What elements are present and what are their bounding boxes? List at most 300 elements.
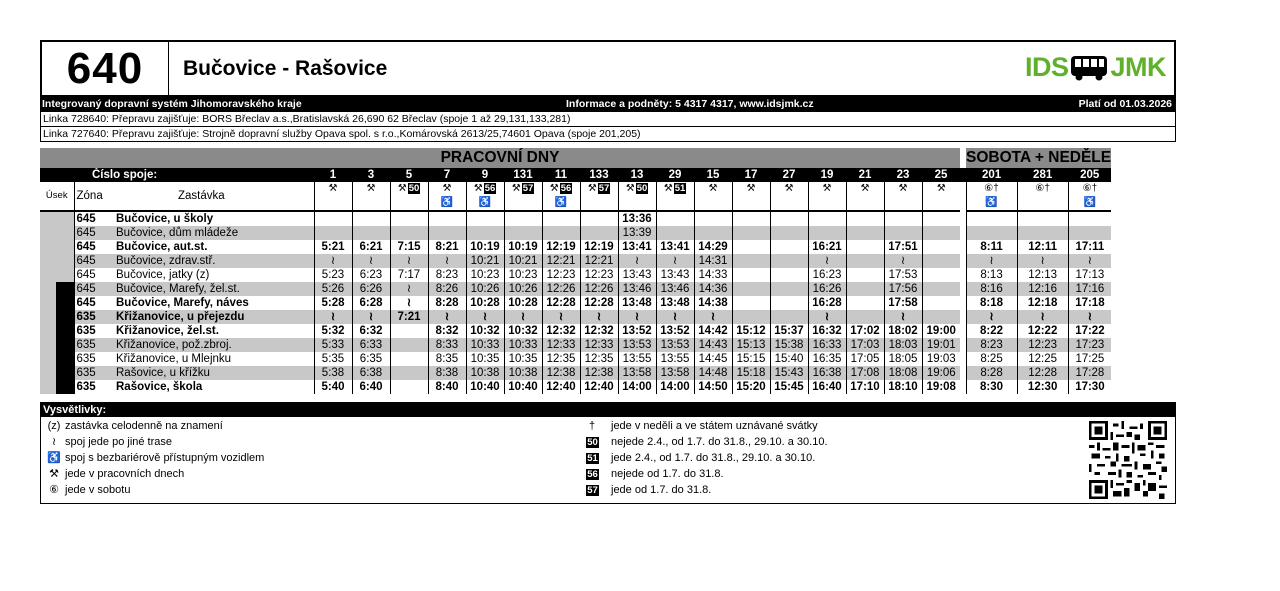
departure-time [314, 211, 352, 226]
departure-time: 14:38 [694, 296, 732, 310]
departure-time: 12:35 [580, 352, 618, 366]
departure-time: 16:21 [808, 240, 846, 254]
departure-time: 12:26 [580, 282, 618, 296]
trip-icons [966, 182, 1017, 211]
departure-time: 12:32 [542, 324, 580, 338]
stop-row [40, 338, 1111, 352]
departure-time: 14:42 [694, 324, 732, 338]
trip-note-box: 57 [598, 183, 610, 194]
wheelchair-icon: ♿ [478, 197, 492, 208]
departure-time [732, 268, 770, 282]
departure-time: 13:52 [656, 324, 694, 338]
stop-zone: 645 [74, 254, 114, 268]
departure-time [922, 268, 960, 282]
legend-symbol: ♿ [47, 452, 61, 464]
departure-time: 10:40 [466, 380, 504, 394]
departure-time: 17:28 [1068, 366, 1111, 380]
departure-time [808, 226, 846, 240]
stop-row [40, 211, 1111, 226]
stop-zone: 645 [76, 297, 96, 309]
departure-time [390, 338, 428, 352]
trip-number: 13 [618, 168, 656, 182]
departure-time: 10:35 [504, 352, 542, 366]
info-bar [40, 97, 1176, 112]
departure-time: 13:46 [618, 282, 656, 296]
usek-marker [40, 324, 74, 338]
trip-icons [846, 182, 884, 211]
stop-name: Bučovice, jatky (z) [114, 268, 314, 282]
stop-zone: 635 [76, 325, 96, 337]
trip-icons [618, 182, 656, 211]
trip-day-icon: ⚒ [860, 183, 870, 194]
trip-day-icon: ⚒ [784, 183, 794, 194]
legend-text: jede v pracovních dnech [65, 468, 185, 480]
departure-time: 12:35 [542, 352, 580, 366]
trip-icons [580, 182, 618, 211]
departure-time: ≀ [966, 254, 1017, 268]
departure-time: 13:48 [656, 296, 694, 310]
departure-time: 17:56 [884, 282, 922, 296]
departure-time: 10:23 [466, 268, 504, 282]
departure-time: ≀ [694, 310, 732, 324]
usek-marker [40, 338, 74, 352]
departure-time: 8:21 [428, 240, 466, 254]
departure-time: 19:08 [922, 380, 960, 394]
departure-time: 13:55 [618, 352, 656, 366]
trip-number: 17 [732, 168, 770, 182]
departure-time [1068, 211, 1111, 226]
departure-time [1017, 226, 1068, 240]
trip-number: 15 [694, 168, 732, 182]
legend-item [581, 483, 711, 497]
departure-time: 18:05 [884, 352, 922, 366]
departure-time [390, 211, 428, 226]
trip-note-box: 57 [522, 183, 534, 194]
departure-time: 16:28 [808, 296, 846, 310]
departure-time: 10:32 [504, 324, 542, 338]
departure-time [732, 254, 770, 268]
section-weekday: PRACOVNÍ DNY [40, 148, 960, 168]
legend-symbol: ⑥ [49, 484, 59, 496]
header [40, 40, 1176, 97]
departure-time: 8:38 [428, 366, 466, 380]
departure-time: 16:32 [808, 324, 846, 338]
departure-time: ≀ [1017, 254, 1068, 268]
departure-time [846, 254, 884, 268]
trip-number: 11 [542, 168, 580, 182]
departure-time: 6:21 [352, 240, 390, 254]
departure-time: 14:36 [694, 282, 732, 296]
departure-time: 19:01 [922, 338, 960, 352]
departure-time [846, 226, 884, 240]
trip-icons [1017, 182, 1068, 211]
departure-time: 17:13 [1068, 268, 1111, 282]
stop-name: Bučovice, dům mládeže [114, 226, 314, 240]
usek-marker [40, 352, 74, 366]
departure-time: 8:11 [966, 240, 1017, 254]
timetable-sheet [40, 40, 1176, 504]
departure-time: 10:33 [504, 338, 542, 352]
bus-icon [1070, 55, 1108, 81]
trip-note-box: 56 [560, 183, 572, 194]
departure-time: 13:39 [618, 226, 656, 240]
departure-time: 12:33 [580, 338, 618, 352]
stop-zone: 645 [74, 226, 114, 240]
departure-time: 5:33 [314, 338, 352, 352]
stop-row [40, 240, 1111, 254]
departure-time [770, 268, 808, 282]
departure-time: 14:48 [694, 366, 732, 380]
departure-time: 12:26 [542, 282, 580, 296]
departure-time: ≀ [808, 310, 846, 324]
departure-time: 10:23 [504, 268, 542, 282]
stop-row [40, 352, 1111, 366]
ids-name: Integrovaný dopravní systém Jihomoravského kraje [42, 98, 302, 110]
wheelchair-icon: ♿ [554, 197, 568, 208]
departure-time [966, 226, 1017, 240]
trip-number-row [40, 168, 1111, 182]
trip-icons [314, 182, 352, 211]
departure-time: 19:03 [922, 352, 960, 366]
departure-time [922, 226, 960, 240]
departure-time [352, 211, 390, 226]
trip-number: 1 [314, 168, 352, 182]
departure-time: 17:53 [884, 268, 922, 282]
route-title: Bučovice - Rašovice [183, 56, 388, 80]
logo-ids-text: IDS [1024, 52, 1069, 82]
departure-time [732, 211, 770, 226]
departure-time [390, 226, 428, 240]
trip-day-icon: ⚒ [366, 183, 376, 194]
departure-time: 8:28 [428, 296, 466, 310]
departure-time: 8:16 [966, 282, 1017, 296]
departure-time [390, 380, 428, 394]
departure-time: 12:25 [1017, 352, 1068, 366]
departure-time: 10:26 [466, 282, 504, 296]
departure-time: 17:58 [884, 296, 922, 310]
departure-time: 6:33 [352, 338, 390, 352]
departure-time [1017, 211, 1068, 226]
trip-icons [694, 182, 732, 211]
departure-time: 8:25 [966, 352, 1017, 366]
departure-time: 18:03 [884, 338, 922, 352]
legend-item [581, 419, 818, 433]
usek-marker [40, 254, 74, 268]
departure-time: 14:45 [694, 352, 732, 366]
stop-name: Křižanovice, u Mlejnku [114, 352, 314, 366]
departure-time: 17:16 [1068, 282, 1111, 296]
departure-time: 15:13 [732, 338, 770, 352]
trip-icons [656, 182, 694, 211]
departure-time: 18:08 [884, 366, 922, 380]
stop-name: Bučovice, Marefy, náves [114, 296, 314, 310]
legend-item [43, 451, 264, 465]
departure-time [542, 211, 580, 226]
departure-time [428, 211, 466, 226]
departure-time: 17:51 [884, 240, 922, 254]
departure-time: 5:23 [314, 268, 352, 282]
usek-marker [40, 211, 74, 226]
departure-time [846, 240, 884, 254]
departure-time: ≀ [966, 310, 1017, 324]
trip-day-icon: ⚒ [587, 183, 597, 194]
departure-time: 17:23 [1068, 338, 1111, 352]
departure-time: ≀ [580, 310, 618, 324]
trip-number: 23 [884, 168, 922, 182]
legend-text: jede v sobotu [65, 484, 131, 496]
departure-time: 15:15 [732, 352, 770, 366]
legend-symbol [581, 467, 603, 481]
wheelchair-icon: ♿ [1083, 197, 1097, 208]
timetable [40, 148, 1111, 394]
departure-time: 17:11 [1068, 240, 1111, 254]
departure-time: 8:26 [428, 282, 466, 296]
departure-time [1068, 226, 1111, 240]
departure-time: 13:55 [656, 352, 694, 366]
stop-row [40, 366, 1111, 380]
legend-symbol: ≀ [51, 436, 57, 448]
departure-time: 10:19 [466, 240, 504, 254]
legend-text: nejede od 1.7. do 31.8. [611, 468, 724, 480]
departure-time: 12:28 [580, 296, 618, 310]
departure-time: 13:52 [618, 324, 656, 338]
usek-marker [40, 240, 74, 254]
departure-time: 10:32 [466, 324, 504, 338]
stop-zone: 635 [74, 366, 114, 380]
section-weekend: SOBOTA + NEDĚLE [966, 149, 1112, 166]
trip-note-box: 51 [674, 183, 686, 194]
departure-time [922, 282, 960, 296]
departure-time: ≀ [656, 254, 694, 268]
stop-row [40, 324, 1111, 338]
trip-number: 29 [656, 168, 694, 182]
departure-time: 16:38 [808, 366, 846, 380]
trip-day-icon: ⑥† [984, 183, 999, 194]
departure-time [846, 211, 884, 226]
departure-time: ≀ [1017, 310, 1068, 324]
departure-time [884, 226, 922, 240]
departure-time: 13:58 [656, 366, 694, 380]
departure-time [770, 254, 808, 268]
departure-time: 12:21 [542, 254, 580, 268]
departure-time: 12:23 [1017, 338, 1068, 352]
departure-time: 13:46 [656, 282, 694, 296]
departure-time: 10:19 [504, 240, 542, 254]
valid-from: Platí od 01.03.2026 [1078, 98, 1172, 110]
departure-time: 12:13 [1017, 268, 1068, 282]
trip-number: 201 [966, 168, 1017, 182]
trip-icons [504, 182, 542, 211]
stop-zone: 645 [76, 213, 96, 225]
departure-time [732, 240, 770, 254]
departure-time: 6:38 [352, 366, 390, 380]
trip-icons [808, 182, 846, 211]
legend-symbol [581, 451, 603, 465]
trip-number: 19 [808, 168, 846, 182]
departure-time [428, 226, 466, 240]
trip-number: 21 [846, 168, 884, 182]
departure-time: ≀ [390, 282, 428, 296]
departure-time: 17:25 [1068, 352, 1111, 366]
trip-day-icon: ⑥† [1035, 183, 1050, 194]
stop-name: Rašovice, u křížku [114, 366, 314, 380]
stop-zone: 635 [74, 310, 114, 324]
trip-number: 5 [390, 168, 428, 182]
departure-time: 13:58 [618, 366, 656, 380]
departure-time [390, 366, 428, 380]
departure-time: 14:31 [694, 254, 732, 268]
departure-time: 18:02 [884, 324, 922, 338]
trip-icons [884, 182, 922, 211]
departure-time: 6:26 [352, 282, 390, 296]
trip-number: 281 [1017, 168, 1068, 182]
stop-name: Bučovice, aut.st. [114, 240, 314, 254]
trip-icons [770, 182, 808, 211]
departure-time: ≀ [618, 310, 656, 324]
departure-time: 10:21 [504, 254, 542, 268]
departure-time: 6:40 [352, 380, 390, 394]
departure-time: 17:22 [1068, 324, 1111, 338]
trip-number: 3 [352, 168, 390, 182]
usek-marker [40, 226, 74, 240]
trip-icons [542, 182, 580, 211]
stop-row [40, 254, 1111, 268]
legend-item [581, 467, 724, 481]
departure-time [846, 310, 884, 324]
departure-time: 17:03 [846, 338, 884, 352]
departure-time: 12:23 [580, 268, 618, 282]
departure-time [390, 324, 428, 338]
departure-time [504, 211, 542, 226]
departure-time: 8:40 [428, 380, 466, 394]
stop-row [40, 296, 1111, 310]
wheelchair-icon: ♿ [440, 197, 454, 208]
stop-zone: 645 [74, 282, 114, 296]
departure-time [732, 296, 770, 310]
departure-time: 5:26 [314, 282, 352, 296]
trip-day-icon: ⚒ [625, 183, 635, 194]
departure-time: 5:32 [314, 324, 352, 338]
trip-number: 25 [922, 168, 960, 182]
legend-symbol-text: † [588, 420, 596, 432]
departure-time: 12:23 [542, 268, 580, 282]
departure-time: 13:53 [656, 338, 694, 352]
operator-line-1: Linka 728640: Přepravu zajišťuje: BORS Břeclav a.s.,Bratislavská 26,690 62 Břeclav (spoje 1 až 29,131,133,281) [40, 112, 1176, 127]
departure-time [770, 240, 808, 254]
trip-number: 7 [428, 168, 466, 182]
departure-time: 12:40 [580, 380, 618, 394]
departure-time [466, 226, 504, 240]
departure-time: 12:11 [1017, 240, 1068, 254]
departure-time: 10:38 [504, 366, 542, 380]
legend-symbol [581, 435, 603, 449]
departure-time: 14:00 [656, 380, 694, 394]
departure-time: 6:35 [352, 352, 390, 366]
departure-time: 13:43 [656, 268, 694, 282]
departure-time: 15:45 [770, 380, 808, 394]
departure-time: 12:38 [542, 366, 580, 380]
section-row [40, 148, 1111, 168]
stop-name: Křižanovice, u přejezdu [114, 310, 314, 324]
departure-time [966, 211, 1017, 226]
departure-time [770, 282, 808, 296]
departure-time: 12:19 [580, 240, 618, 254]
departure-time: 14:43 [694, 338, 732, 352]
usek-marker [40, 282, 74, 296]
departure-time [694, 226, 732, 240]
departure-time: 6:28 [352, 296, 390, 310]
departure-time: 7:21 [390, 310, 428, 324]
departure-time: 8:28 [966, 366, 1017, 380]
trip-icons [428, 182, 466, 211]
departure-time: 10:40 [504, 380, 542, 394]
stop-zone: 645 [76, 269, 96, 281]
legend-symbol-text: 56 [587, 469, 598, 480]
departure-time: 15:20 [732, 380, 770, 394]
departure-time: 6:23 [352, 268, 390, 282]
departure-time: ≀ [504, 310, 542, 324]
trip-day-icon: ⑥† [1082, 183, 1098, 194]
legend-text: jede v neděli a ve státem uznávané svátky [611, 420, 818, 432]
legend-item [43, 435, 172, 449]
departure-time: 10:28 [466, 296, 504, 310]
departure-time: ≀ [808, 254, 846, 268]
wheelchair-icon: ♿ [985, 197, 998, 208]
departure-time: ≀ [1068, 254, 1111, 268]
departure-time: 5:40 [314, 380, 352, 394]
trip-icons [390, 182, 428, 211]
trip-number: 131 [504, 168, 542, 182]
departure-time: 8:23 [966, 338, 1017, 352]
departure-time [808, 211, 846, 226]
departure-time: 17:02 [846, 324, 884, 338]
departure-time [352, 226, 390, 240]
departure-time: 8:33 [428, 338, 466, 352]
trip-day-icon: ⚒ [473, 183, 483, 194]
usek-marker [40, 366, 74, 380]
departure-time: 5:38 [314, 366, 352, 380]
departure-time: 12:33 [542, 338, 580, 352]
stop-row [40, 268, 1111, 282]
legend-text: spoj s bezbariérově přístupným vozidlem [65, 452, 265, 464]
departure-time: 7:15 [390, 240, 428, 254]
legend-symbol-text: 50 [587, 437, 598, 448]
usek-marker [40, 296, 74, 310]
departure-time: 6:32 [352, 324, 390, 338]
usek-marker [40, 310, 74, 324]
legend-text: nejede 2.4., od 1.7. do 31.8., 29.10. a 30.10. [611, 436, 828, 448]
trip-note-box: 50 [408, 183, 420, 194]
departure-time: 12:22 [1017, 324, 1068, 338]
stop-row [40, 310, 1111, 324]
departure-time: 8:35 [428, 352, 466, 366]
departure-time: ≀ [1068, 310, 1111, 324]
departure-time: 18:10 [884, 380, 922, 394]
departure-time: ≀ [542, 310, 580, 324]
departure-time [770, 226, 808, 240]
departure-time: 12:38 [580, 366, 618, 380]
trip-day-icon: ⚒ [898, 183, 908, 194]
departure-time: ≀ [428, 254, 466, 268]
departure-time: ≀ [390, 296, 428, 310]
departure-time [732, 310, 770, 324]
logo-jmk-text: JMK [1110, 52, 1166, 82]
departure-time: 19:00 [922, 324, 960, 338]
trip-icons [732, 182, 770, 211]
departure-time: 12:28 [542, 296, 580, 310]
departure-time: ≀ [352, 254, 390, 268]
departure-time: 13:36 [618, 211, 656, 226]
